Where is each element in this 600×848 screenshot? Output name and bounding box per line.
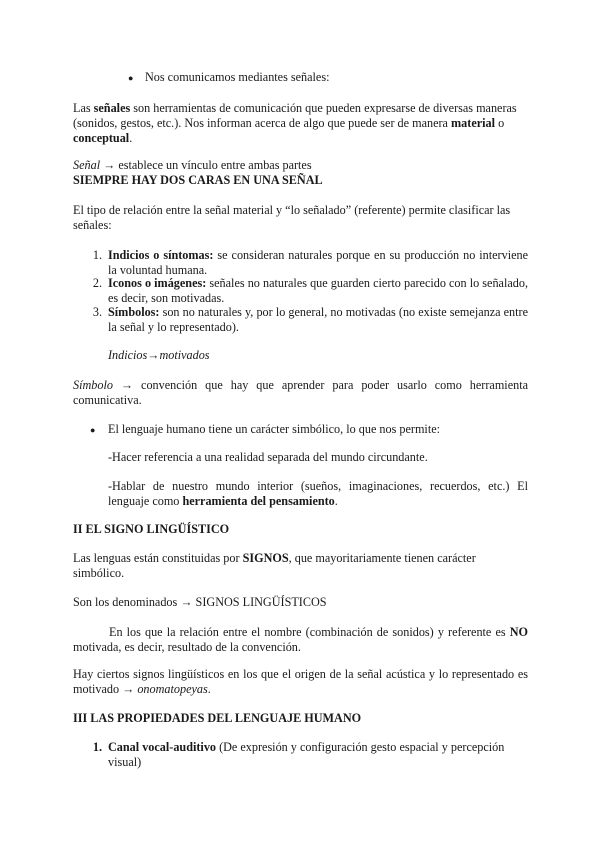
- bullet-text: El lenguaje humano tiene un carácter simbólico, lo que nos permite:: [108, 422, 441, 436]
- paragraph-senales: Las señales son herramientas de comunicación que pueden expresarse de diversas maneras (sonidos, gestos, etc.). Nos informan acerca de algo que puede ser de manera material o conceptual.: [73, 101, 517, 146]
- senal-line: Señal → establece un vínculo entre ambas partes: [73, 158, 312, 172]
- list-number: 3.: [92, 305, 102, 319]
- indicios-motivados-note: Indicios→motivados: [108, 348, 210, 362]
- lenguas-paragraph: Las lenguas están constituidas por SIGNOS, que mayoritariamente tienen carácter simbólico.: [73, 551, 476, 581]
- hay-paragraph: Hay ciertos signos lingüísticos en los que el origen de la señal acústica y lo representado es motivado → onomatopeyas.: [73, 667, 528, 697]
- sub-item: -Hablar de nuestro mundo interior (sueños, imaginaciones, recuerdos, etc.) El lenguaje como herramienta del pensamiento.: [108, 479, 528, 509]
- sub-item: -Hacer referencia a una realidad separada del mundo circundante.: [108, 450, 428, 464]
- list-item: Indicios o síntomas: se consideran naturales porque en su producción no interviene la voluntad humana.: [108, 248, 528, 278]
- list-number: 2.: [92, 276, 102, 290]
- list-number: 1.: [92, 248, 102, 262]
- bullet-dot: ●: [128, 73, 134, 83]
- denominados-line: Son los denominados → SIGNOS LINGÜÍSTICOS: [73, 595, 327, 609]
- relacion-paragraph: En los que la relación entre el nombre (combinación de sonidos) y referente es NO motivada, es decir, resultado de la convención.: [73, 625, 528, 655]
- section-heading: III LAS PROPIEDADES DEL LENGUAJE HUMANO: [73, 711, 362, 725]
- caps-heading: SIEMPRE HAY DOS CARAS EN UNA SEÑAL: [73, 173, 323, 187]
- section-heading: II EL SIGNO LINGÜÍSTICO: [73, 522, 230, 536]
- bullet-text: Nos comunicamos mediantes señales:: [145, 70, 330, 84]
- paragraph-tipo: El tipo de relación entre la señal material y “lo señalado” (referente) permite clasificar las señales:: [73, 203, 511, 233]
- list-item: Canal vocal-auditivo (De expresión y configuración gesto espacial y percepción visual): [108, 740, 505, 770]
- simbolo-paragraph: Símbolo → convención que hay que aprender para poder usarlo como herramienta comunicativa.: [73, 378, 528, 408]
- list-item: Símbolos: son no naturales y, por lo general, no motivadas (no existe semejanza entre la señal y lo representado).: [108, 305, 528, 335]
- list-number: 1.: [92, 740, 102, 754]
- list-item: Iconos o imágenes: señales no naturales que guarden cierto parecido con lo señalado, es decir, son motivadas.: [108, 276, 528, 306]
- bullet-dot: ●: [90, 425, 96, 435]
